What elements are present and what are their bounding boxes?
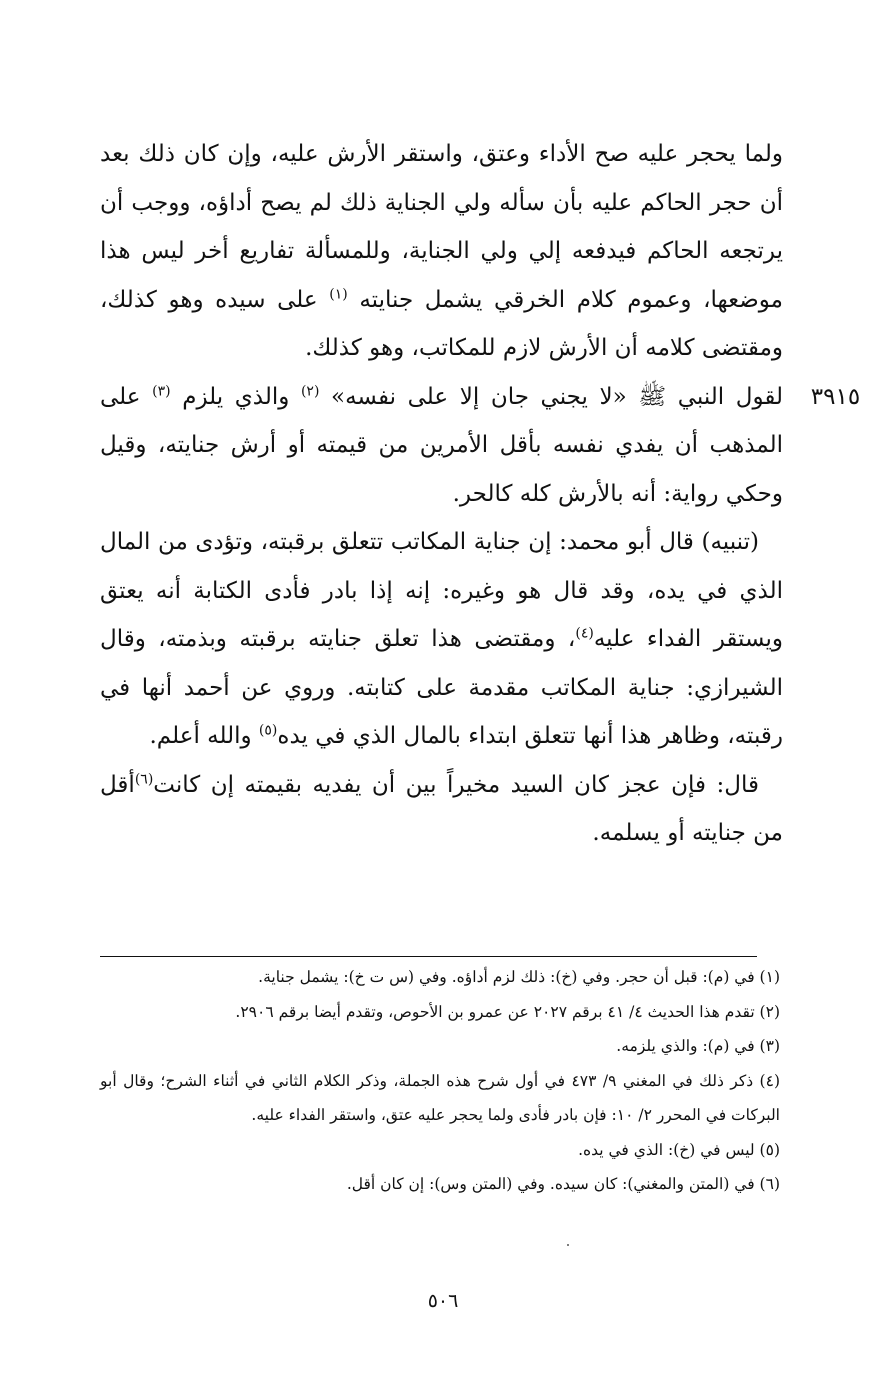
- footnote-mark[interactable]: (٣): [152, 382, 171, 399]
- footnote-6: (٦) في (المتن والمغني): كان سيده. وفي (المتن وس): إن كان أقل.: [346, 1175, 780, 1193]
- footnote-1: (١) في (م): قبل أن حجر. وفي (خ): ذلك لزم أداؤه. وفي (س ت خ): يشمل جناية.: [258, 968, 780, 986]
- footnote-5: (٥) ليس في (خ): الذي في يده.: [578, 1140, 780, 1159]
- footnote-3: (٣) في (م): والذي يلزمه.: [616, 1037, 780, 1055]
- paragraph-2: ٣٩١٥ لقول النبي ﷺ «لا يجني جان إلا على نفسه» $^{(٢)}$ والذي يلزم $^{(٣)}$ على المذهب أن يفدي نفسه بأقل الأمرين من قيمته أو أرش جنايته، وقيل وحكي رواية: أنه بالأرش كله كالحر.: [100, 373, 783, 519]
- footnote-mark[interactable]: (٤): [575, 625, 594, 642]
- footnote-2: (٢) تقدم هذا الحديث ٤/ ٤١ برقم ٢٠٢٧ عن عمرو بن الأحوص، وتقدم أيضا برقم ٢٩٠٦.: [235, 1002, 780, 1021]
- paragraph-4: قال: فإن عجز كان السيد مخيراً بين أن يفديه بقيمته إن كانت$^{(٦)}$أقل من جنايته أو يسلمه.: [100, 770, 783, 846]
- footnote-divider: [100, 956, 757, 957]
- paragraph-1: ولما يحجر عليه صح الأداء وعتق، واستقر الأرش عليه، وإن كان ذلك بعد أن حجر الحاكم عليه بأن سأله ولي الجناية ذلك لم يصح أداؤه، ووجب أن يرتجعه الحاكم فيدفعه إلي ولي الجناية، وللمسألة تفاريع أخر ليس هذا موضعها، وعموم كلام الخرقي يشمل جنايته $^{(١)}$ على سيده وهو كذلك، ومقتضى كلامه أن الأرش لازم للمكاتب، وهو كذلك.: [100, 141, 783, 361]
- footnotes: [100, 960, 780, 1202]
- hadith-number: ٣٩١٥: [810, 383, 861, 410]
- footnote-4: (٤) ذكر ذلك في المغني ٩/ ٤٧٣ في أول شرح هذه الجملة، وذكر الكلام الثاني في أثناء الشرح؛ وقال أبو البركات في المحرر ٢/ ١٠: فإن بادر فأدى ولما يحجر عليه عتق، واستقر الفداء عليه.: [100, 1071, 780, 1124]
- page-number: ٥٠٦: [427, 1290, 459, 1312]
- main-text: [100, 130, 861, 858]
- footnote-mark[interactable]: (٦): [134, 770, 154, 787]
- footnote-mark[interactable]: (١): [329, 285, 348, 302]
- paragraph-3: (تنبيه) قال أبو محمد: إن جناية المكاتب تتعلق برقبته، وتؤدى من المال الذي في يده، وقد قال هو وغيره: إنه إذا بادر فأدى الكتابة أنه يعتق ويستقر الفداء عليه$^{(٤)}$، ومقتضى هذا تعلق جنايته برقبته وبذمته، وقال الشيرازي: جناية المكاتب مقدمة على كتابته. وروي عن أحمد أنها في رقبته، وظاهر هذا أنها تتعلق ابتداء بالمال الذي في يده$^{(٥)}$ والله أعلم.: [100, 529, 784, 749]
- footnote-mark[interactable]: (٢): [300, 382, 320, 399]
- footnote-mark[interactable]: (٥): [258, 722, 278, 739]
- speck: [567, 1244, 569, 1246]
